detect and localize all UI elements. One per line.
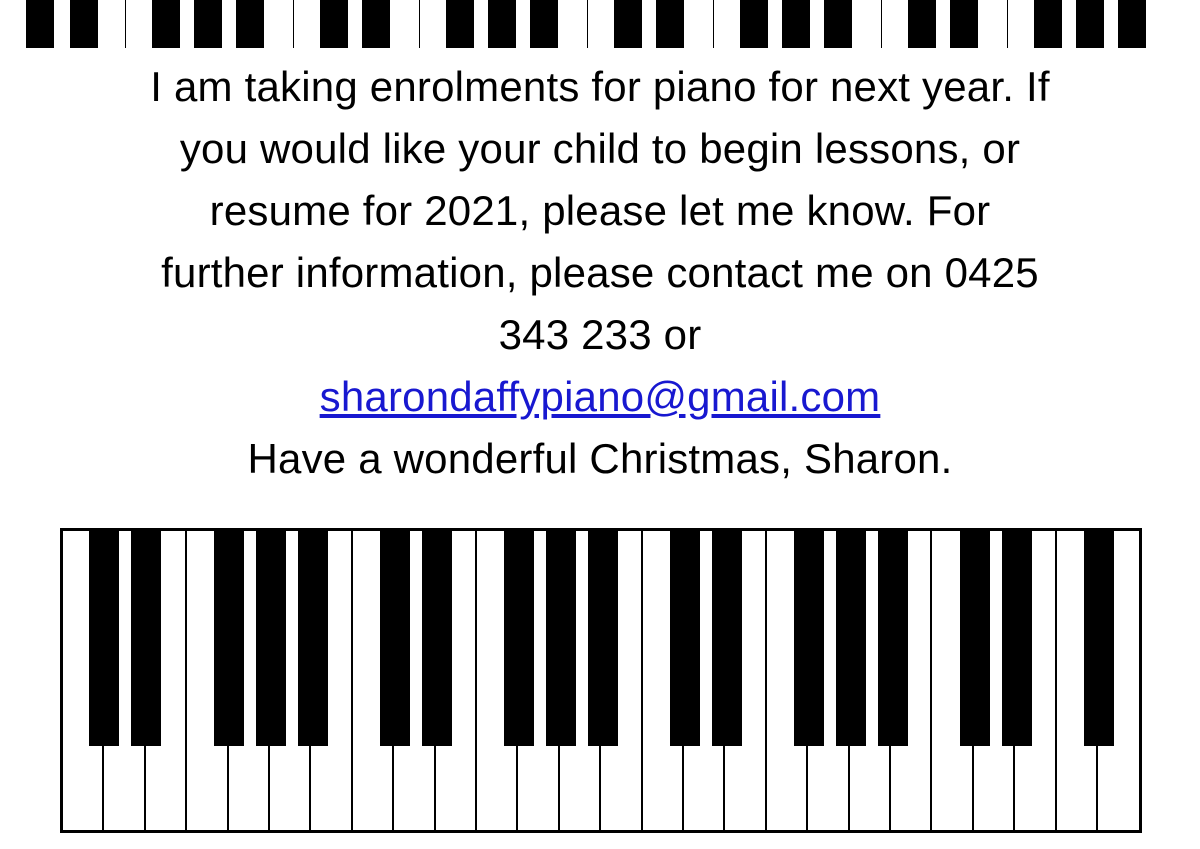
top-strip-black-key [26, 0, 54, 48]
body-paragraph: I am taking enrolments for piano for next year. If you would like your child to begin lessons, or resume for 2021, please let me know. For further information, please contact me on 0425 343 233 or [150, 63, 1050, 358]
black-key [670, 531, 700, 746]
email-link[interactable]: sharondaffypiano@gmail.com [319, 373, 881, 420]
top-strip-black-key [656, 0, 684, 48]
top-strip-key-divider [419, 0, 420, 48]
top-strip-black-key [1034, 0, 1062, 48]
black-key [89, 531, 119, 746]
black-key [712, 531, 742, 746]
black-key [588, 531, 618, 746]
black-key [504, 531, 534, 746]
top-strip-black-key [530, 0, 558, 48]
top-strip-black-key [614, 0, 642, 48]
piano-keyboard-graphic [60, 528, 1142, 833]
black-key [960, 531, 990, 746]
email-line [0, 366, 1200, 428]
top-strip-key-divider [587, 0, 588, 48]
black-key [836, 531, 866, 746]
top-strip-black-key [362, 0, 390, 48]
black-key [1084, 531, 1114, 746]
black-key [380, 531, 410, 746]
top-strip-key-divider [713, 0, 714, 48]
black-key [546, 531, 576, 746]
top-strip-black-key [1118, 0, 1146, 48]
black-key [131, 531, 161, 746]
top-strip-key-divider [293, 0, 294, 48]
top-strip-black-key [488, 0, 516, 48]
top-strip-white-background [0, 0, 1200, 48]
top-strip-black-key [782, 0, 810, 48]
keyboard-top-strip [0, 0, 1200, 48]
black-key [1002, 531, 1032, 746]
top-strip-black-key [1076, 0, 1104, 48]
black-key [794, 531, 824, 746]
top-strip-black-key [446, 0, 474, 48]
top-strip-black-key [908, 0, 936, 48]
top-strip-black-key [236, 0, 264, 48]
top-strip-black-key [194, 0, 222, 48]
top-strip-key-divider [125, 0, 126, 48]
top-strip-black-key [824, 0, 852, 48]
black-key [422, 531, 452, 746]
top-strip-black-key [740, 0, 768, 48]
black-key [298, 531, 328, 746]
black-key [256, 531, 286, 746]
message-block [0, 48, 1200, 490]
top-strip-black-key [950, 0, 978, 48]
top-strip-black-key [320, 0, 348, 48]
top-strip-black-key [152, 0, 180, 48]
signoff-line: Have a wonderful Christmas, Sharon. [247, 435, 953, 482]
black-key [214, 531, 244, 746]
top-strip-black-key [70, 0, 98, 48]
top-strip-key-divider [1007, 0, 1008, 48]
black-key [878, 531, 908, 746]
top-strip-key-divider [881, 0, 882, 48]
